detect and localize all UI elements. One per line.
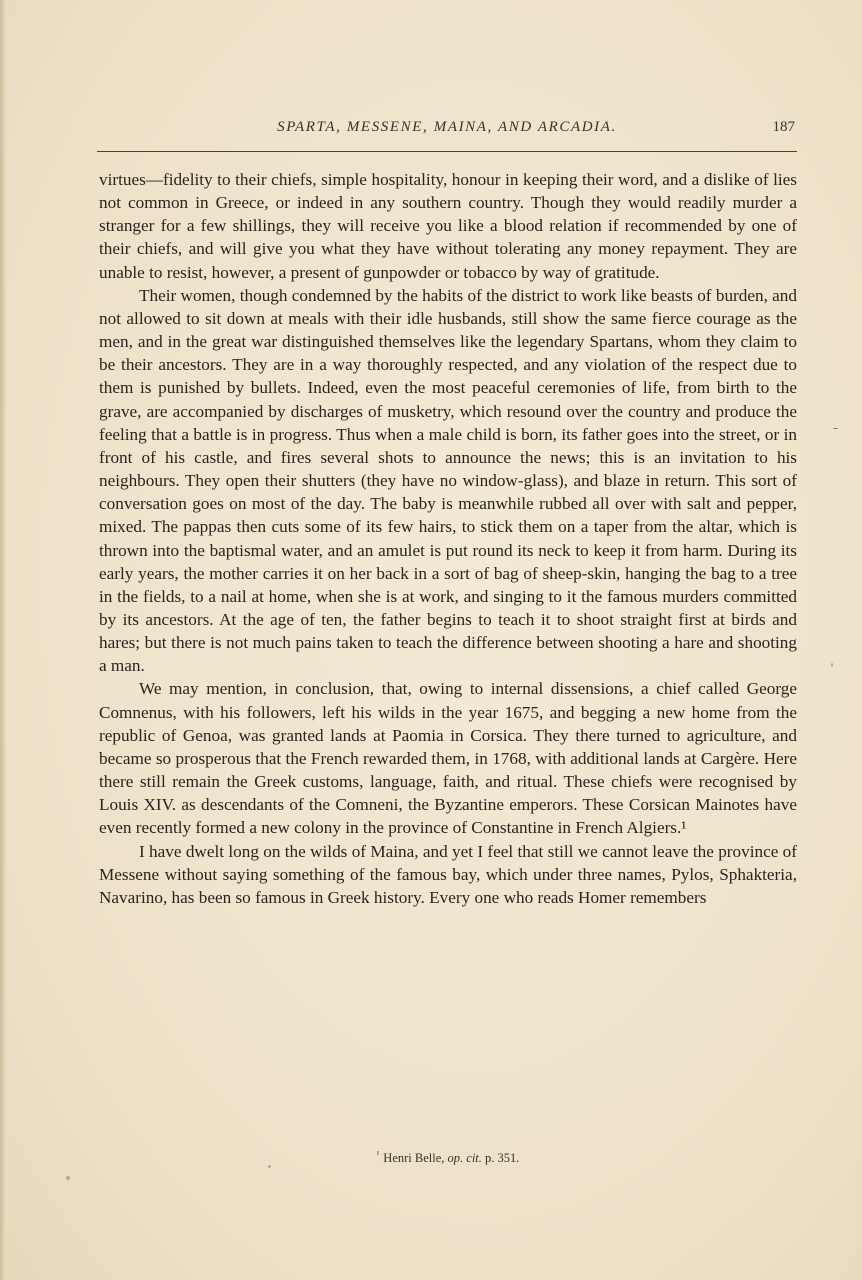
- running-title: SPARTA, MESSENE, MAINA, AND ARCADIA.: [277, 119, 617, 135]
- paragraph: We may mention, in conclusion, that, owing to internal dissensions, a chief called George Comnenus, with his followers, left his wilds in the year 1675, and begging a new home from the republic of Genoa, was granted lands at Paomia in Corsica. They there turned to agriculture, and became so prosperous that the French rewarded them, in 1768, with additional lands at Cargère. Here there still remain the Greek customs, language, faith, and ritual. These chiefs were recognised by Louis XIV. as descendants of the Comneni, the Byzantine emperors. These Corsican Mainotes have even recently formed a new colony in the province of Constantine in French Algiers.¹: [99, 679, 797, 838]
- paragraph: I have dwelt long on the wilds of Maina, and yet I feel that still we cannot leave the province of Messene without saying something of the famous bay, which under three names, Pylos, Sphakteria, Navarino, has been so famous in Greek history. Every one who reads Homer remembers: [99, 841, 797, 907]
- page-binding-edge: [0, 0, 6, 1280]
- body-text: [99, 168, 797, 909]
- page-header: [97, 117, 797, 141]
- page-number: 187: [772, 119, 795, 135]
- paper-speck: [66, 1176, 70, 1180]
- footnote-author: Henri Belle,: [383, 1151, 445, 1166]
- footnote-mark: ¹: [376, 1149, 380, 1159]
- paper-speck: [268, 1165, 271, 1168]
- paper-speck: [833, 428, 838, 429]
- footnote: [99, 1149, 797, 1166]
- paragraph: Their women, though condemned by the habits of the district to work like beasts of burden, and not allowed to sit down at meals with their idle husbands, still show the same fierce courage as the men, and in the great war distinguished themselves like the legendary Spartans, whom they claim to be their ancestors. They are in a way thoroughly respected, and any violation of the respect due to them is punished by bullets. Indeed, even the most peaceful ceremonies of life, from birth to the grave, are accompanied by discharges of musketry, which resound over the country and produce the feeling that a battle is in progress. Thus when a male child is born, its father goes into the street, or in front of his castle, and fires several shots to announce the news; this is an invitation to his neighbours. They open their shutters (they have no window-glass), and blaze in return. This sort of conversation goes on most of the day. The baby is meanwhile rubbed all over with salt and pepper, mixed. The pappas then cuts some of its few hairs, to stick them on a taper from the altar, which is thrown into the baptismal water, and an amulet is put round its neck to keep it from harm. During its early years, the mother carries it on her back in a sort of bag of sheep-skin, hanging the bag to a tree in the fields, to a nail at home, when she is at work, and singing to it the famous murders committed by its ancestors. At the age of ten, the father begins to teach it to shoot straight first at birds and hares; but there is not much pains taken to teach the difference between shooting a hare and shooting a man.: [99, 285, 797, 676]
- footnote-page: p. 351.: [485, 1151, 520, 1166]
- footnote-citation: op. cit.: [447, 1151, 482, 1166]
- paragraph: virtues—fidelity to their chiefs, simple hospitality, honour in keeping their word, and a dislike of lies not common in Greece, or indeed in any southern country. Though they would readily murder a stranger for a few shillings, they will receive you like a blood relation if recommended by one of their chiefs, and will give you what they have without tolerating any money repayment. They are unable to resist, however, a present of gunpowder or tobacco by way of gratitude.: [99, 170, 797, 282]
- header-rule: [97, 151, 797, 152]
- paper-speck: [831, 663, 833, 667]
